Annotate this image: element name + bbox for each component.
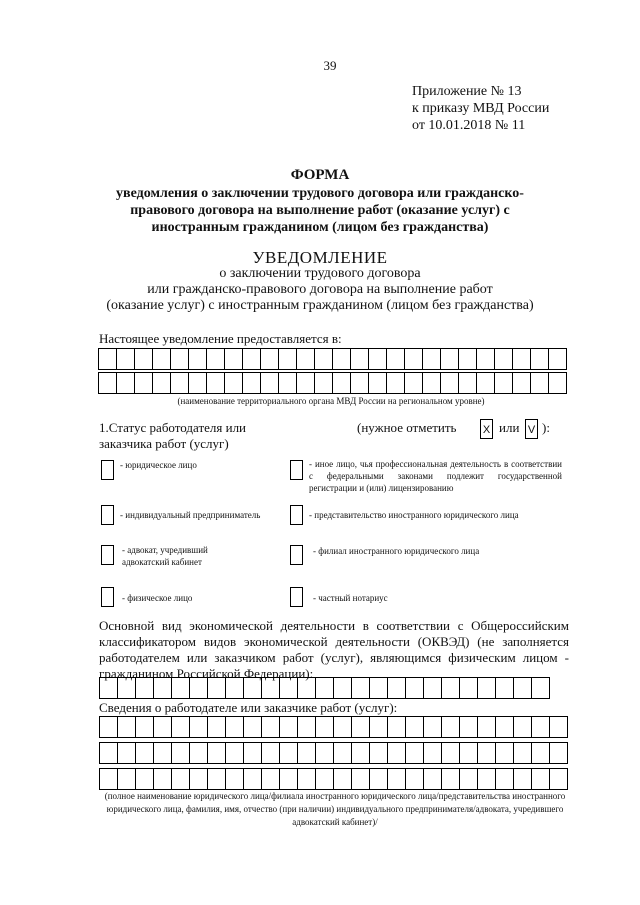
grid-cell[interactable] xyxy=(136,716,154,738)
grid-cell[interactable] xyxy=(424,742,442,764)
grid-cell[interactable] xyxy=(262,677,280,699)
grid-cell[interactable] xyxy=(118,677,136,699)
grid-cell[interactable] xyxy=(225,372,243,394)
grid-cell[interactable] xyxy=(171,348,189,370)
status-instruction: (нужное отметить xyxy=(357,420,457,435)
grid-cell[interactable] xyxy=(208,716,226,738)
grid-cell[interactable] xyxy=(387,348,405,370)
appendix-line-2: к приказу МВД России xyxy=(412,101,550,116)
notice-subtitle-line-3: (оказание услуг) с иностранным гражданином (лицом без гражданства) xyxy=(106,298,534,313)
grid-cell[interactable] xyxy=(514,768,532,790)
grid-cell[interactable] xyxy=(550,742,568,764)
grid-cell[interactable] xyxy=(189,372,207,394)
grid-cell[interactable] xyxy=(298,768,316,790)
grid-cell[interactable] xyxy=(280,677,298,699)
grid-cell[interactable] xyxy=(99,348,117,370)
grid-cell[interactable] xyxy=(424,716,442,738)
employer-caption: (полное наименование юридического лица/филиала иностранного юридического лица/представительства иностранного юридического лица, фамилия, имя, отчество (при наличии) индивидуального предпринимателя/адвоката, учредившего адвокатский кабинет)/ xyxy=(104,791,566,827)
grid-cell[interactable] xyxy=(478,677,496,699)
grid-cell[interactable] xyxy=(279,372,297,394)
grid-cell[interactable] xyxy=(279,348,297,370)
employer-grid-row-2[interactable] xyxy=(99,742,568,764)
grid-cell[interactable] xyxy=(496,677,514,699)
grid-cell[interactable] xyxy=(388,716,406,738)
grid-cell[interactable] xyxy=(190,768,208,790)
grid-cell[interactable] xyxy=(136,742,154,764)
grid-cell[interactable] xyxy=(172,742,190,764)
checkbox-notary[interactable] xyxy=(290,587,303,607)
grid-cell[interactable] xyxy=(369,348,387,370)
grid-cell[interactable] xyxy=(352,716,370,738)
grid-cell[interactable] xyxy=(207,372,225,394)
employer-grid-row-3[interactable] xyxy=(99,768,568,790)
checkbox-branch[interactable] xyxy=(290,545,303,565)
grid-cell[interactable] xyxy=(514,677,532,699)
grid-cell[interactable] xyxy=(370,742,388,764)
authority-caption: (наименование территориального органа МВД России на региональном уровне) xyxy=(177,396,485,406)
grid-cell[interactable] xyxy=(334,768,352,790)
grid-cell[interactable] xyxy=(351,372,369,394)
grid-cell[interactable] xyxy=(118,768,136,790)
grid-cell[interactable] xyxy=(405,348,423,370)
grid-cell[interactable] xyxy=(496,768,514,790)
grid-cell[interactable] xyxy=(117,372,135,394)
grid-cell[interactable] xyxy=(244,716,262,738)
form-title: ФОРМА xyxy=(290,167,350,183)
grid-cell[interactable] xyxy=(298,716,316,738)
grid-cell[interactable] xyxy=(406,677,424,699)
grid-cell[interactable] xyxy=(351,348,369,370)
grid-cell[interactable] xyxy=(262,768,280,790)
option-sole-proprietor: - индивидуальный предприниматель xyxy=(120,510,261,520)
grid-cell[interactable] xyxy=(478,742,496,764)
mark-x-box: X xyxy=(480,419,493,439)
grid-cell[interactable] xyxy=(531,372,549,394)
grid-cell[interactable] xyxy=(153,372,171,394)
authority-grid-row-1[interactable] xyxy=(98,348,567,370)
grid-cell[interactable] xyxy=(297,372,315,394)
grid-cell[interactable] xyxy=(135,348,153,370)
grid-cell[interactable] xyxy=(531,348,549,370)
grid-cell[interactable] xyxy=(316,716,334,738)
grid-cell[interactable] xyxy=(388,677,406,699)
grid-cell[interactable] xyxy=(423,348,441,370)
grid-cell[interactable] xyxy=(496,742,514,764)
grid-cell[interactable] xyxy=(153,348,171,370)
grid-cell[interactable] xyxy=(226,742,244,764)
grid-cell[interactable] xyxy=(171,372,189,394)
grid-cell[interactable] xyxy=(333,372,351,394)
grid-cell[interactable] xyxy=(154,768,172,790)
grid-cell[interactable] xyxy=(334,742,352,764)
grid-cell[interactable] xyxy=(442,742,460,764)
grid-cell[interactable] xyxy=(460,677,478,699)
grid-cell[interactable] xyxy=(154,742,172,764)
status-label xyxy=(99,420,246,452)
grid-cell[interactable] xyxy=(550,768,568,790)
grid-cell[interactable] xyxy=(495,372,513,394)
grid-cell[interactable] xyxy=(262,716,280,738)
grid-cell[interactable] xyxy=(460,716,478,738)
status-label-line-1: 1.Статус работодателя или xyxy=(99,420,247,435)
mark-v-box: V xyxy=(525,419,538,439)
grid-cell[interactable] xyxy=(244,768,262,790)
grid-cell[interactable] xyxy=(100,768,118,790)
grid-cell[interactable] xyxy=(352,768,370,790)
grid-cell[interactable] xyxy=(532,742,550,764)
grid-cell[interactable] xyxy=(316,677,334,699)
grid-cell[interactable] xyxy=(190,742,208,764)
grid-cell[interactable] xyxy=(387,372,405,394)
grid-cell[interactable] xyxy=(118,742,136,764)
grid-cell[interactable] xyxy=(243,348,261,370)
page-number: 39 xyxy=(323,58,337,73)
grid-cell[interactable] xyxy=(406,768,424,790)
grid-cell[interactable] xyxy=(334,677,352,699)
grid-cell[interactable] xyxy=(424,677,442,699)
grid-cell[interactable] xyxy=(352,677,370,699)
grid-cell[interactable] xyxy=(154,716,172,738)
grid-cell[interactable] xyxy=(352,742,370,764)
appendix-line-3: от 10.01.2018 № 11 xyxy=(412,118,526,133)
grid-cell[interactable] xyxy=(261,372,279,394)
grid-cell[interactable] xyxy=(261,348,279,370)
grid-cell[interactable] xyxy=(118,716,136,738)
grid-cell[interactable] xyxy=(100,716,118,738)
grid-cell[interactable] xyxy=(244,677,262,699)
grid-cell[interactable] xyxy=(442,716,460,738)
grid-cell[interactable] xyxy=(135,372,153,394)
grid-cell[interactable] xyxy=(478,716,496,738)
grid-cell[interactable] xyxy=(549,348,567,370)
notice-subtitle-line-1: о заключении трудового договора xyxy=(219,266,421,281)
form-subtitle-line-3: иностранным гражданином (лицом без гражданства) xyxy=(151,220,489,235)
grid-cell[interactable] xyxy=(369,372,387,394)
grid-cell[interactable] xyxy=(370,768,388,790)
option-lawyer: - адвокат, учредивший адвокатский кабинет xyxy=(122,545,208,567)
checkbox-other-person[interactable] xyxy=(290,460,303,480)
grid-cell[interactable] xyxy=(297,348,315,370)
grid-cell[interactable] xyxy=(334,716,352,738)
form-subtitle-line-2: правового договора на выполнение работ (оказание услуг) с xyxy=(130,203,510,218)
grid-cell[interactable] xyxy=(459,372,477,394)
grid-cell[interactable] xyxy=(190,716,208,738)
option-other-person: - иное лицо, чья профессиональная деятельность в соответствии с федеральными законами подлежит государственной регистрации и (или) лицензированию xyxy=(309,459,562,493)
grid-cell[interactable] xyxy=(316,768,334,790)
employer-grid-row-1[interactable] xyxy=(99,716,568,738)
grid-cell[interactable] xyxy=(172,716,190,738)
grid-cell[interactable] xyxy=(207,348,225,370)
grid-cell[interactable] xyxy=(550,716,568,738)
grid-cell[interactable] xyxy=(262,742,280,764)
option-individual: - физическое лицо xyxy=(122,593,193,603)
grid-cell[interactable] xyxy=(370,716,388,738)
grid-cell[interactable] xyxy=(532,768,550,790)
grid-cell[interactable] xyxy=(477,348,495,370)
grid-cell[interactable] xyxy=(117,348,135,370)
okved-grid[interactable] xyxy=(99,677,550,699)
grid-cell[interactable] xyxy=(442,768,460,790)
grid-cell[interactable] xyxy=(208,768,226,790)
grid-cell[interactable] xyxy=(532,716,550,738)
status-label-line-2: заказчика работ (услуг) xyxy=(99,436,229,451)
checkbox-legal-entity[interactable] xyxy=(101,460,114,480)
grid-cell[interactable] xyxy=(496,716,514,738)
checkbox-representative-office[interactable] xyxy=(290,505,303,525)
grid-cell[interactable] xyxy=(316,742,334,764)
submitted-to-label: Настоящее уведомление предоставляется в: xyxy=(99,331,342,346)
option-notary: - частный нотариус xyxy=(313,593,388,603)
grid-cell[interactable] xyxy=(441,348,459,370)
option-representative-office: - представительство иностранного юридического лица xyxy=(309,510,519,520)
grid-cell[interactable] xyxy=(388,742,406,764)
grid-cell[interactable] xyxy=(154,677,172,699)
grid-cell[interactable] xyxy=(190,677,208,699)
grid-cell[interactable] xyxy=(136,677,154,699)
grid-cell[interactable] xyxy=(298,677,316,699)
grid-cell[interactable] xyxy=(244,742,262,764)
notice-subtitle-line-2: или гражданско-правового договора на выполнение работ xyxy=(147,282,493,297)
option-legal-entity: - юридическое лицо xyxy=(120,460,197,470)
grid-cell[interactable] xyxy=(459,348,477,370)
grid-cell[interactable] xyxy=(495,348,513,370)
grid-cell[interactable] xyxy=(99,372,117,394)
grid-cell[interactable] xyxy=(514,716,532,738)
grid-cell[interactable] xyxy=(549,372,567,394)
appendix-line-1: Приложение № 13 xyxy=(412,84,522,99)
grid-cell[interactable] xyxy=(189,348,207,370)
appendix-reference xyxy=(412,83,549,134)
grid-cell[interactable] xyxy=(280,716,298,738)
grid-cell[interactable] xyxy=(298,742,316,764)
grid-cell[interactable] xyxy=(424,768,442,790)
grid-cell[interactable] xyxy=(514,742,532,764)
grid-cell[interactable] xyxy=(423,372,441,394)
grid-cell[interactable] xyxy=(225,348,243,370)
grid-cell[interactable] xyxy=(460,768,478,790)
checkbox-sole-proprietor[interactable] xyxy=(101,505,114,525)
option-branch: - филиал иностранного юридического лица xyxy=(313,546,480,556)
or-text: или xyxy=(499,420,520,435)
form-subtitle-line-1: уведомления о заключении трудового договора или гражданско- xyxy=(116,186,524,201)
grid-cell[interactable] xyxy=(100,677,118,699)
grid-cell[interactable] xyxy=(370,677,388,699)
notice-subtitle xyxy=(0,266,640,314)
grid-cell[interactable] xyxy=(243,372,261,394)
grid-cell[interactable] xyxy=(136,768,154,790)
employer-info-label: Сведения о работодателе или заказчике работ (услуг): xyxy=(99,700,398,715)
grid-cell[interactable] xyxy=(388,768,406,790)
grid-cell[interactable] xyxy=(315,348,333,370)
grid-cell[interactable] xyxy=(441,372,459,394)
grid-cell[interactable] xyxy=(172,768,190,790)
grid-cell[interactable] xyxy=(226,716,244,738)
grid-cell[interactable] xyxy=(405,372,423,394)
form-subtitle xyxy=(0,185,640,236)
grid-cell[interactable] xyxy=(100,742,118,764)
grid-cell[interactable] xyxy=(442,677,460,699)
grid-cell[interactable] xyxy=(532,677,550,699)
checkbox-lawyer[interactable] xyxy=(101,545,114,565)
grid-cell[interactable] xyxy=(280,742,298,764)
grid-cell[interactable] xyxy=(315,372,333,394)
notice-title: УВЕДОМЛЕНИЕ xyxy=(252,248,388,267)
grid-cell[interactable] xyxy=(477,372,495,394)
grid-cell[interactable] xyxy=(208,742,226,764)
grid-cell[interactable] xyxy=(478,768,496,790)
grid-cell[interactable] xyxy=(333,348,351,370)
grid-cell[interactable] xyxy=(226,768,244,790)
grid-cell[interactable] xyxy=(172,677,190,699)
grid-cell[interactable] xyxy=(280,768,298,790)
grid-cell[interactable] xyxy=(513,348,531,370)
authority-grid-row-2[interactable] xyxy=(98,372,567,394)
grid-cell[interactable] xyxy=(460,742,478,764)
grid-cell[interactable] xyxy=(513,372,531,394)
grid-cell[interactable] xyxy=(208,677,226,699)
grid-cell[interactable] xyxy=(406,716,424,738)
checkbox-individual[interactable] xyxy=(101,587,114,607)
grid-cell[interactable] xyxy=(406,742,424,764)
okved-description: Основной вид экономической деятельности в соответствии с Общероссийским классификатором видов экономической деятельности (ОКВЭД) (не заполняется работодателем или заказчиком работ (услуг), являющимся физическим лицом - гражданином Российской Федерации): xyxy=(99,618,569,681)
grid-cell[interactable] xyxy=(226,677,244,699)
instruction-close: ): xyxy=(542,420,550,435)
